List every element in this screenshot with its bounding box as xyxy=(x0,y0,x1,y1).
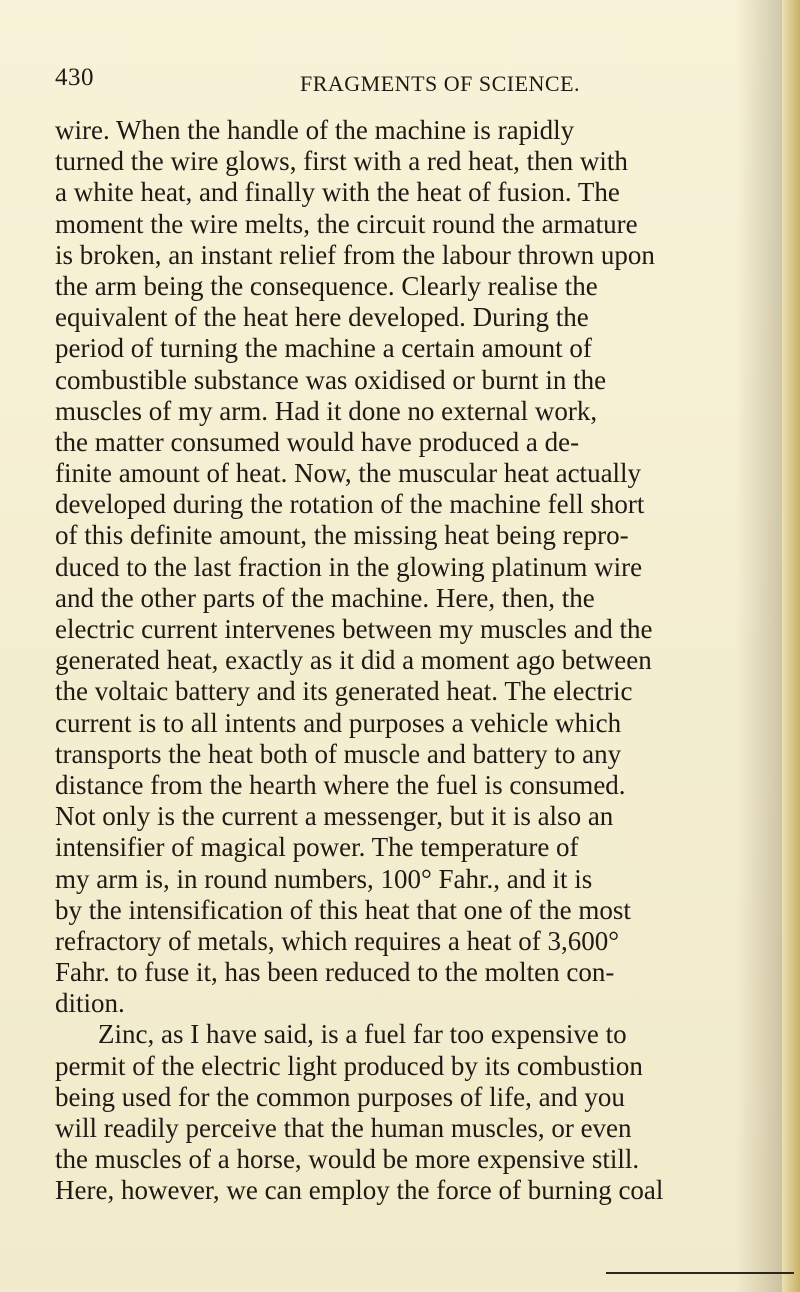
text-line: being used for the common purposes of life, and you xyxy=(55,1081,625,1112)
text-line: a white heat, and finally with the heat of fusion. The xyxy=(55,177,620,208)
paragraph-start-line: Zinc, as I have said, is a fuel far too expensive to xyxy=(98,1019,627,1050)
text-line: equivalent of the heat here developed. During the xyxy=(55,302,589,333)
text-line: combustible substance was oxidised or burnt in the xyxy=(55,364,607,395)
text-line: refractory of metals, which requires a heat of 3,600° xyxy=(55,925,620,956)
text-line: dition. xyxy=(55,988,125,1019)
running-head: FRAGMENTS OF SCIENCE. xyxy=(300,71,581,96)
text-line: the matter consumed would have produced a de- xyxy=(55,426,580,457)
text-line: by the intensification of this heat that one of the most xyxy=(55,894,631,925)
bottom-shadow-rule xyxy=(606,1272,794,1274)
page-number: 430 xyxy=(55,64,94,91)
body-text xyxy=(55,115,765,1207)
text-line: is broken, an instant relief from the labour thrown upon xyxy=(55,239,655,270)
text-line: will readily perceive that the human muscles, or even xyxy=(55,1113,632,1143)
text-line: and the other parts of the machine. Here, then, the xyxy=(55,582,595,613)
text-line: duced to the last fraction in the glowing platinum wire xyxy=(55,551,643,582)
text-line: wire. When the handle of the machine is rapidly xyxy=(55,115,575,145)
page-edge-shadow xyxy=(782,0,800,1292)
text-line: the arm being the consequence. Clearly realise the xyxy=(55,270,598,301)
text-line: moment the wire melts, the circuit round the armature xyxy=(55,208,638,239)
text-line: of this definite amount, the missing heat being repro- xyxy=(55,520,629,551)
text-line: current is to all intents and purposes a vehicle which xyxy=(55,707,622,738)
text-line: Here, however, we can employ the force of burning coal xyxy=(55,1175,664,1206)
text-line: Fahr. to fuse it, has been reduced to the molten con- xyxy=(55,957,615,988)
text-line: my arm is, in round numbers, 100° Fahr., and it is xyxy=(55,863,593,894)
text-line: turned the wire glows, first with a red heat, then with xyxy=(55,146,628,177)
text-line: distance from the hearth where the fuel is consumed. xyxy=(55,769,626,800)
text-line: developed during the rotation of the machine fell short xyxy=(55,489,645,520)
text-line: the voltaic battery and its generated heat. The electric xyxy=(55,676,633,707)
text-line: muscles of my arm. Had it done no external work, xyxy=(55,395,598,426)
text-line: intensifier of magical power. The temperature of xyxy=(55,832,579,863)
text-line: Not only is the current a messenger, but it is also an xyxy=(55,801,614,832)
text-line: generated heat, exactly as it did a moment ago between xyxy=(55,645,652,676)
text-line: the muscles of a horse, would be more expensive still. xyxy=(55,1144,640,1175)
text-line: permit of the electric light produced by its combustion xyxy=(55,1050,643,1081)
text-line: transports the heat both of muscle and battery to any xyxy=(55,738,622,769)
text-line: electric current intervenes between my muscles and the xyxy=(55,614,653,644)
text-line: finite amount of heat. Now, the muscular heat actually xyxy=(55,458,642,489)
page-header xyxy=(55,64,755,104)
text-line: period of turning the machine a certain amount of xyxy=(55,333,592,364)
